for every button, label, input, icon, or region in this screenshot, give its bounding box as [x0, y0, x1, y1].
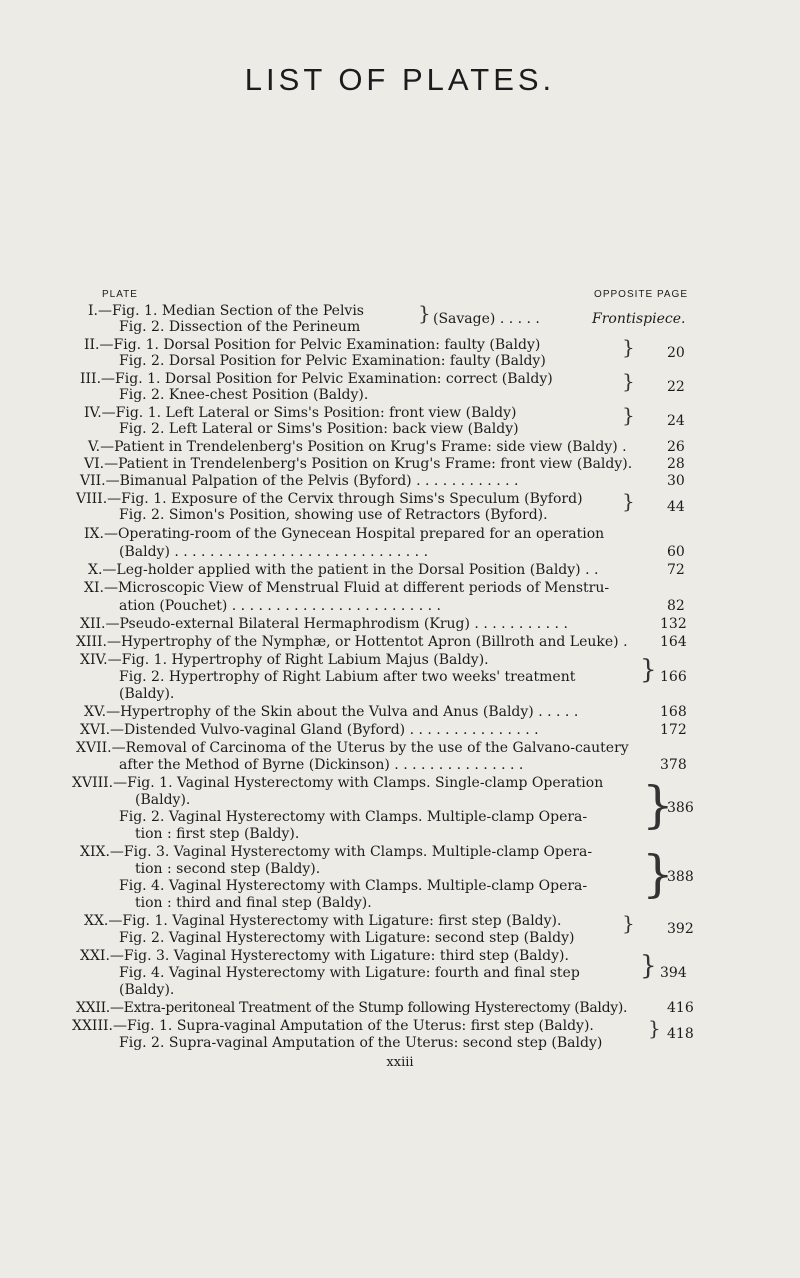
- plate-1-note: (Savage) . . . . .: [433, 311, 540, 327]
- plate-23-page: 418: [667, 1026, 694, 1042]
- plate-19-fig-1: XIX.—Fig. 3. Vaginal Hysterectomy with Clamps. Multiple-clamp Opera-: [80, 844, 593, 860]
- brace: }: [642, 845, 674, 903]
- plate-4-fig-2: Fig. 2. Left Lateral or Sims's Position: back view (Baldy): [119, 421, 519, 437]
- page-folio: xxiii: [386, 1055, 414, 1070]
- plate-2-fig-1: II.—Fig. 1. Dorsal Position for Pelvic Examination: faulty (Baldy): [84, 337, 541, 353]
- plate-7: VII.—Bimanual Palpation of the Pelvis (Byford) . . . . . . . . . . . .: [80, 473, 519, 489]
- plate-18-page: 386: [667, 800, 694, 816]
- plate-21-fig-1: XXI.—Fig. 3. Vaginal Hysterectomy with Ligature: third step (Baldy).: [80, 948, 569, 964]
- brace: }: [640, 951, 657, 981]
- plate-13-page: 164: [660, 634, 687, 650]
- plate-18-fig-2: Fig. 2. Vaginal Hysterectomy with Clamps. Multiple-clamp Opera-: [119, 809, 588, 825]
- brace: }: [642, 776, 674, 834]
- plate-11-line-1: XI.—Microscopic View of Menstrual Fluid at different periods of Menstru-: [84, 580, 610, 596]
- plate-20-fig-2: Fig. 2. Vaginal Hysterectomy with Ligature: second step (Baldy): [119, 930, 575, 946]
- plate-8-page: 44: [667, 499, 685, 515]
- plate-17-line-1: XVII.—Removal of Carcinoma of the Uterus by the use of the Galvano-cautery: [76, 740, 629, 756]
- plate-11-line-2: ation (Pouchet) . . . . . . . . . . . . . . . . . . . . . . . .: [119, 598, 441, 614]
- plate-22: XXII.—Extra-peritoneal Treatment of the Stump following Hysterectomy (Baldy).: [76, 1000, 628, 1016]
- plate-5-page: 26: [667, 439, 685, 455]
- plate-6-page: 28: [667, 456, 685, 472]
- brace: }: [640, 655, 657, 685]
- plate-19-fig-1-cont: tion : second step (Baldy).: [135, 861, 321, 877]
- brace: }: [648, 1016, 661, 1040]
- plate-9-page: 60: [667, 544, 685, 560]
- plate-4-page: 24: [667, 413, 685, 429]
- plate-9-line-2: (Baldy) . . . . . . . . . . . . . . . . . . . . . . . . . . . . .: [119, 544, 429, 560]
- brace: }: [622, 335, 635, 359]
- plate-14-fig-2-cont: (Baldy).: [119, 686, 175, 702]
- brace: }: [418, 301, 431, 325]
- brace: }: [622, 489, 635, 513]
- plate-15-page: 168: [660, 704, 687, 720]
- plate-23-fig-2: Fig. 2. Supra-vaginal Amputation of the Uterus: second step (Baldy): [119, 1035, 603, 1051]
- plate-22-page: 416: [667, 1000, 694, 1016]
- plate-19-fig-2-cont: tion : third and final step (Baldy).: [135, 895, 372, 911]
- plate-12-page: 132: [660, 616, 687, 632]
- column-header-page: OPPOSITE PAGE: [594, 289, 688, 300]
- plate-18-fig-1: XVIII.—Fig. 1. Vaginal Hysterectomy with Clamps. Single-clamp Operation: [72, 775, 604, 791]
- plate-10: X.—Leg-holder applied with the patient in the Dorsal Position (Baldy) . .: [88, 562, 599, 578]
- plate-20-fig-1: XX.—Fig. 1. Vaginal Hysterectomy with Ligature: first step (Baldy).: [84, 913, 562, 929]
- column-header-plate: PLATE: [102, 289, 138, 300]
- plate-8-fig-1: VIII.—Fig. 1. Exposure of the Cervix through Sims's Speculum (Byford): [76, 491, 583, 507]
- plate-1-fig-1: I.—Fig. 1. Median Section of the Pelvis: [88, 303, 364, 319]
- plate-23-fig-1: XXIII.—Fig. 1. Supra-vaginal Amputation of the Uterus: first step (Baldy).: [72, 1018, 594, 1034]
- plate-13: XIII.—Hypertrophy of the Nymphæ, or Hottentot Apron (Billroth and Leuke) .: [76, 634, 628, 650]
- plate-3-page: 22: [667, 379, 685, 395]
- brace: }: [622, 403, 635, 427]
- plate-14-fig-2: Fig. 2. Hypertrophy of Right Labium after two weeks' treatment: [119, 669, 576, 685]
- plate-2-fig-2: Fig. 2. Dorsal Position for Pelvic Examination: faulty (Baldy): [119, 353, 546, 369]
- plate-21-page: 394: [660, 965, 687, 981]
- plate-4-fig-1: IV.—Fig. 1. Left Lateral or Sims's Position: front view (Baldy): [84, 405, 517, 421]
- plate-17-line-2: after the Method of Byrne (Dickinson) . . . . . . . . . . . . . . .: [119, 757, 524, 773]
- plate-19-page: 388: [667, 869, 694, 885]
- plate-6: VI.—Patient in Trendelenberg's Position on Krug's Frame: front view (Baldy).: [84, 456, 633, 472]
- plate-14-fig-1: XIV.—Fig. 1. Hypertrophy of Right Labium Majus (Baldy).: [80, 652, 489, 668]
- plate-11-page: 82: [667, 598, 685, 614]
- plate-18-fig-1-cont: (Baldy).: [135, 792, 191, 808]
- plate-17-page: 378: [660, 757, 687, 773]
- plate-16-page: 172: [660, 722, 687, 738]
- page-title: LIST OF PLATES.: [244, 62, 556, 97]
- plate-16: XVI.—Distended Vulvo-vaginal Gland (Byford) . . . . . . . . . . . . . . .: [80, 722, 539, 738]
- plate-21-fig-2-cont: (Baldy).: [119, 982, 175, 998]
- plate-8-fig-2: Fig. 2. Simon's Position, showing use of Retractors (Byford).: [119, 507, 548, 523]
- plate-7-page: 30: [667, 473, 685, 489]
- plate-9-line-1: IX.—Operating-room of the Gynecean Hospital prepared for an operation: [84, 526, 605, 542]
- plate-1-page: Frontispiece.: [592, 311, 686, 327]
- plate-3-fig-2: Fig. 2. Knee-chest Position (Baldy).: [119, 387, 369, 403]
- plate-3-fig-1: III.—Fig. 1. Dorsal Position for Pelvic Examination: correct (Baldy): [80, 371, 553, 387]
- brace: }: [622, 369, 635, 393]
- plate-19-fig-2: Fig. 4. Vaginal Hysterectomy with Clamps. Multiple-clamp Opera-: [119, 878, 588, 894]
- plate-18-fig-2-cont: tion : first step (Baldy).: [135, 826, 300, 842]
- plate-2-page: 20: [667, 345, 685, 361]
- plate-21-fig-2: Fig. 4. Vaginal Hysterectomy with Ligature: fourth and final step: [119, 965, 580, 981]
- plate-10-page: 72: [667, 562, 685, 578]
- plate-12: XII.—Pseudo-external Bilateral Hermaphrodism (Krug) . . . . . . . . . . .: [80, 616, 568, 632]
- plate-15: XV.—Hypertrophy of the Skin about the Vulva and Anus (Baldy) . . . . .: [84, 704, 579, 720]
- plate-14-page: 166: [660, 669, 687, 685]
- plate-20-page: 392: [667, 921, 694, 937]
- plate-1-fig-2: Fig. 2. Dissection of the Perineum: [119, 319, 361, 335]
- brace: }: [622, 911, 635, 935]
- plate-5: V.—Patient in Trendelenberg's Position on Krug's Frame: side view (Baldy) .: [88, 439, 627, 455]
